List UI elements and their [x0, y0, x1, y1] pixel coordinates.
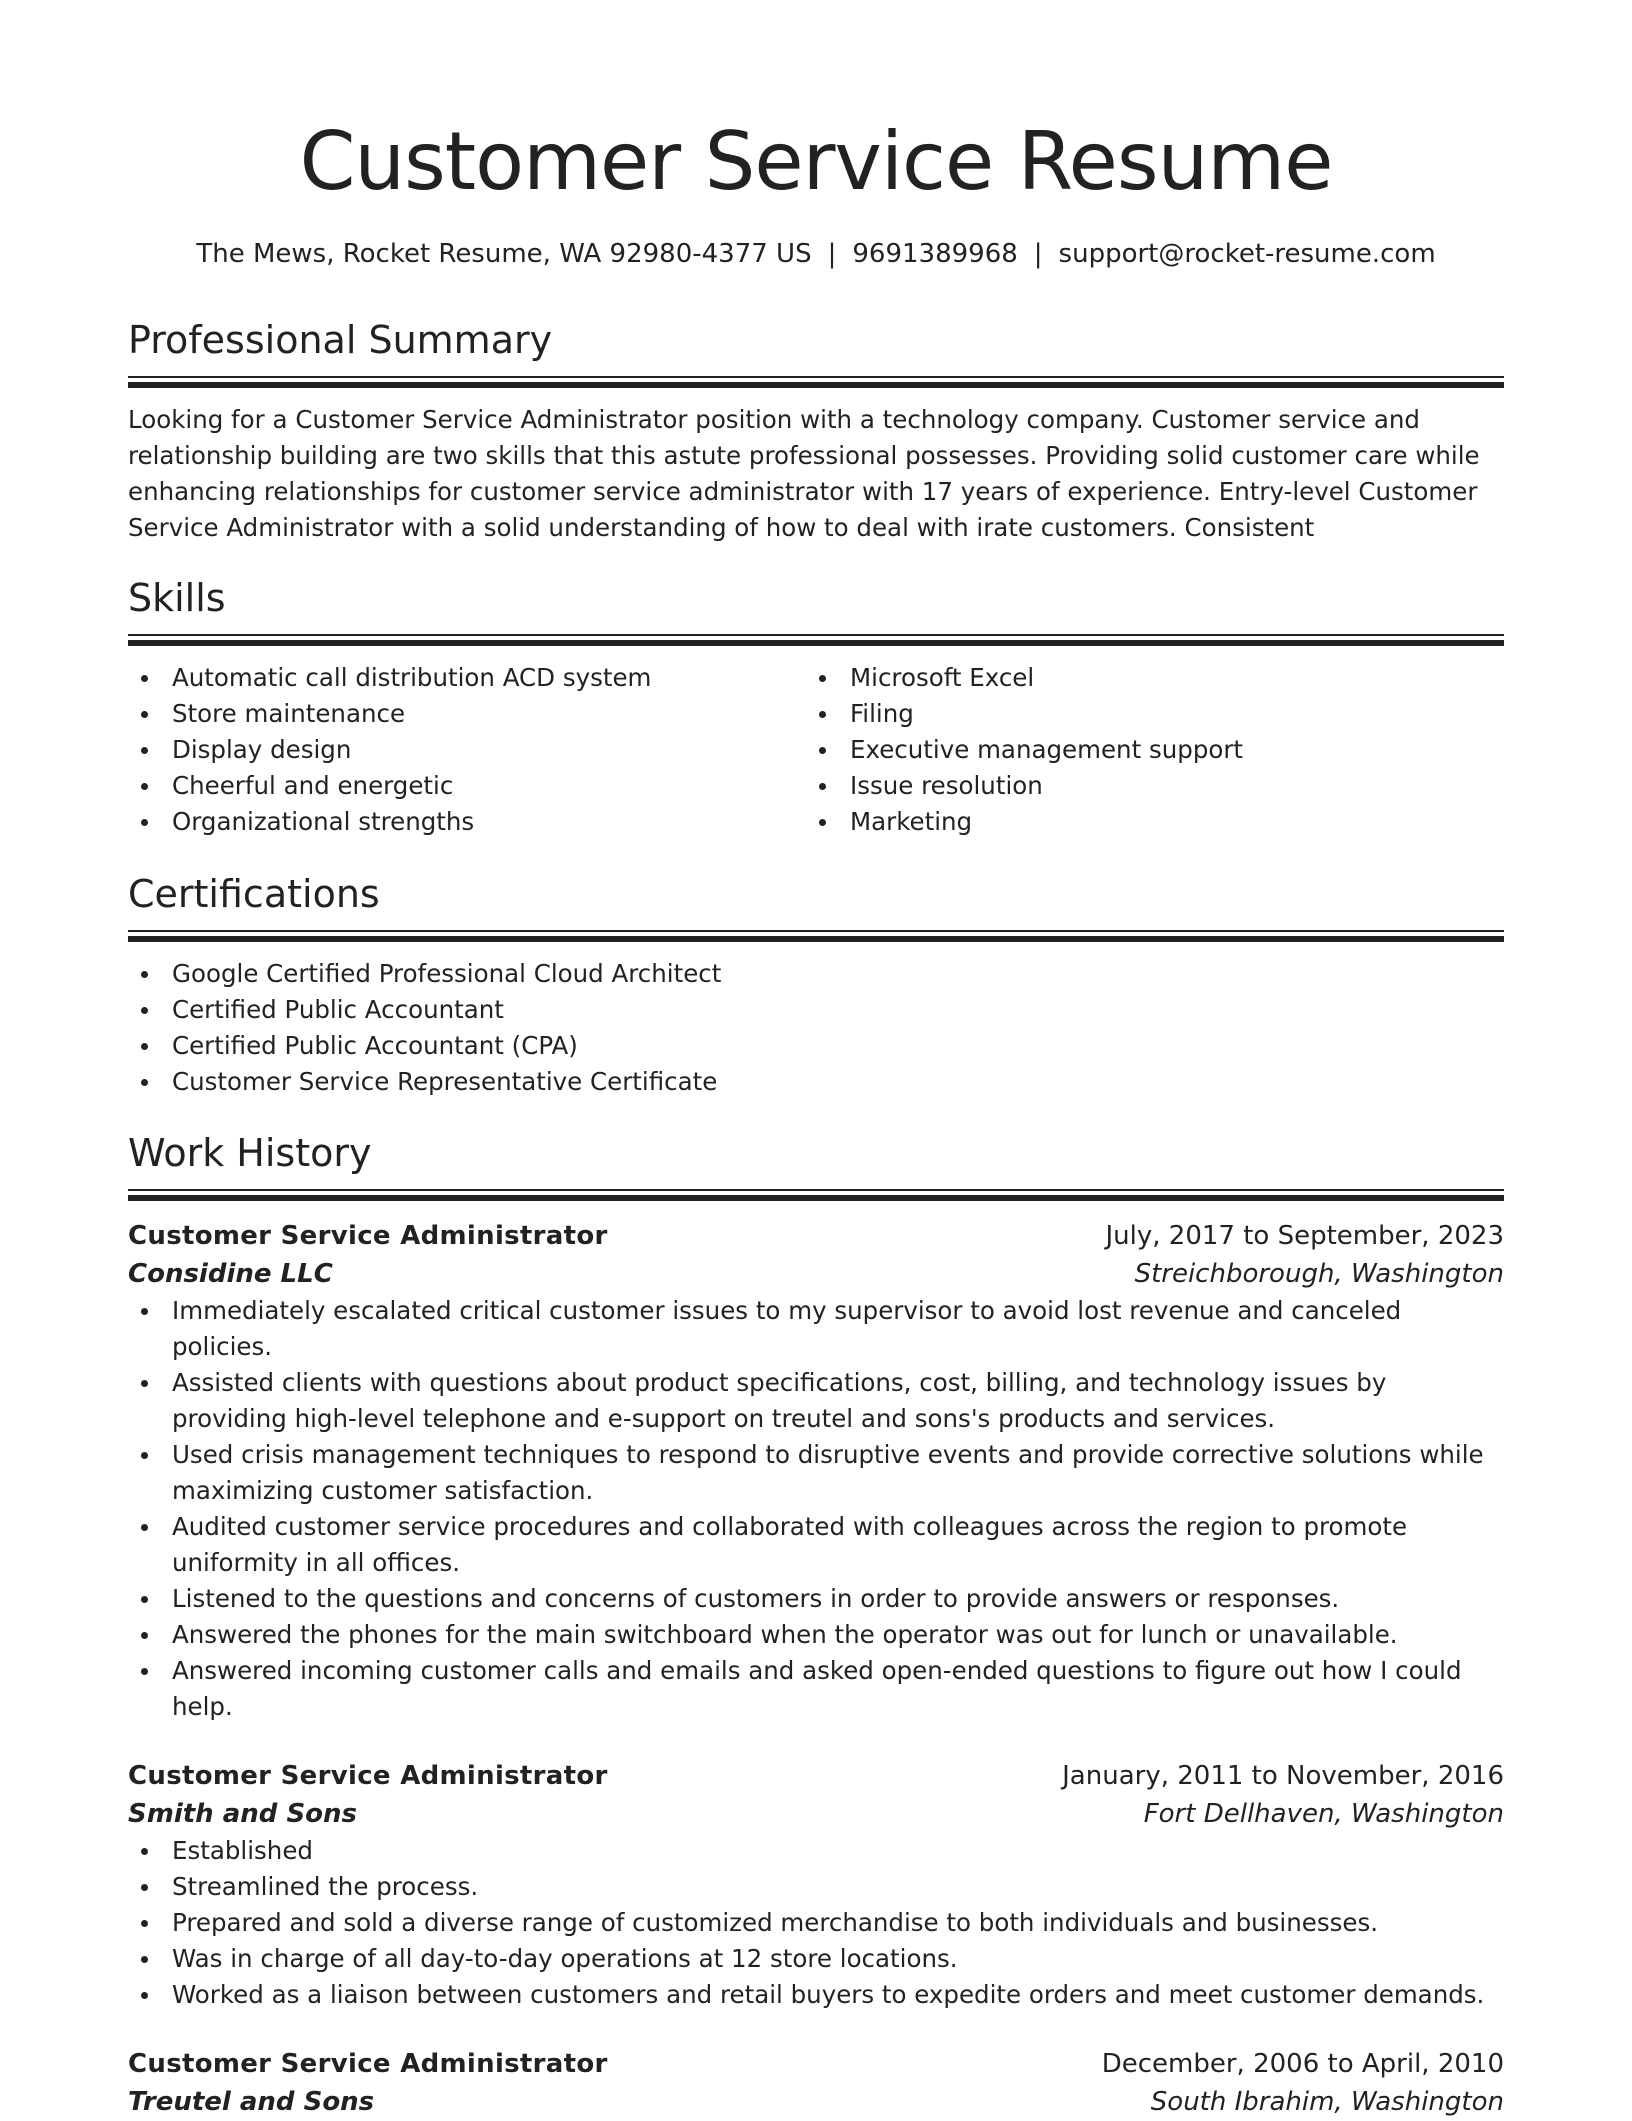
job-company: Considine LLC	[128, 1258, 333, 1289]
job-title: Customer Service Administrator	[128, 1220, 608, 1251]
section-divider	[128, 376, 1504, 388]
skill-item: Filing	[806, 696, 1484, 732]
skills-heading: Skills	[128, 576, 226, 620]
job-duty-item: Audited customer service procedures and collaborated with colleagues across the region to promote uniformity in all offices.	[128, 1509, 1504, 1581]
job-company: Smith and Sons	[128, 1798, 358, 1829]
contact-separator: |	[1033, 239, 1043, 269]
skill-item: Microsoft Excel	[806, 660, 1484, 696]
skill-item: Display design	[128, 732, 806, 768]
certifications-list	[128, 956, 1504, 1100]
job-title: Customer Service Administrator	[128, 2048, 608, 2079]
skills-columns	[128, 660, 1504, 840]
summary-section	[128, 318, 1504, 546]
job-duty-item: Answered the phones for the main switchboard when the operator was out for lunch or unavailable.	[128, 1617, 1504, 1653]
skill-item: Issue resolution	[806, 768, 1484, 804]
certifications-heading: Certifications	[128, 872, 380, 916]
job-subheader	[128, 1795, 1504, 1833]
summary-heading: Professional Summary	[128, 318, 553, 362]
certification-item: Google Certified Professional Cloud Architect	[128, 956, 1504, 992]
contact-separator: |	[827, 239, 837, 269]
job-duty-item: Assisted clients with questions about product specifications, cost, billing, and technology issues by providing high-level telephone and e-support on treutel and sons's products and services.	[128, 1365, 1504, 1437]
job-header	[128, 1757, 1504, 1795]
section-divider	[128, 634, 1504, 646]
contact-address: The Mews, Rocket Resume, WA 92980-4377 US	[196, 239, 812, 269]
skill-item: Organizational strengths	[128, 804, 806, 840]
skill-item: Marketing	[806, 804, 1484, 840]
job-duty-item: Listened to the questions and concerns of customers in order to provide answers or responses.	[128, 1581, 1504, 1617]
work-history-heading: Work History	[128, 1131, 372, 1175]
certification-item: Certified Public Accountant (CPA)	[128, 1028, 1504, 1064]
job-location: South Ibrahim, Washington	[1150, 2086, 1504, 2117]
job-duty-item: Was in charge of all day-to-day operations at 12 store locations.	[128, 1941, 1504, 1977]
certifications-section	[128, 872, 1504, 1100]
job-title: Customer Service Administrator	[128, 1760, 608, 1791]
job-duty-item: Established	[128, 1833, 1504, 1869]
certification-item: Customer Service Representative Certificate	[128, 1064, 1504, 1100]
job-company: Treutel and Sons	[128, 2086, 375, 2117]
contact-email[interactable]: support@rocket-resume.com	[1058, 239, 1436, 269]
job-header	[128, 1217, 1504, 1255]
job-duty-item: Immediately escalated critical customer issues to my supervisor to avoid lost revenue and canceled policies.	[128, 1293, 1504, 1365]
job-duty-item: Used crisis management techniques to respond to disruptive events and provide corrective solutions while maximizing customer satisfaction.	[128, 1437, 1504, 1509]
job-duties-list	[128, 1833, 1504, 2013]
job-location: Streichborough, Washington	[1134, 1258, 1504, 1289]
job-entry	[128, 1217, 1504, 1725]
certification-item: Certified Public Accountant	[128, 992, 1504, 1028]
job-header	[128, 2045, 1504, 2083]
work-history-section	[128, 1131, 1504, 2121]
job-duty-item: Prepared and sold a diverse range of customized merchandise to both individuals and businesses.	[128, 1905, 1504, 1941]
job-location: Fort Dellhaven, Washington	[1143, 1798, 1504, 1829]
job-duty-item: Worked as a liaison between customers and retail buyers to expedite orders and meet customer demands.	[128, 1977, 1504, 2013]
skills-section	[128, 576, 1504, 840]
section-divider	[128, 1189, 1504, 1201]
job-duty-item: Streamlined the process.	[128, 1869, 1504, 1905]
skill-item: Store maintenance	[128, 696, 806, 732]
job-duties-list	[128, 1293, 1504, 1725]
skill-item: Executive management support	[806, 732, 1484, 768]
job-duty-item: Answered incoming customer calls and emails and asked open-ended questions to figure out how I could help.	[128, 1653, 1504, 1725]
job-dates: December, 2006 to April, 2010	[1101, 2048, 1504, 2079]
contact-phone: 9691389968	[852, 239, 1018, 269]
contact-line	[128, 238, 1504, 272]
job-entry	[128, 2045, 1504, 2121]
section-divider	[128, 930, 1504, 942]
resume-title: Customer Service Resume	[299, 115, 1333, 208]
skill-item: Cheerful and energetic	[128, 768, 806, 804]
skills-list-left	[128, 660, 806, 840]
job-subheader	[128, 1255, 1504, 1293]
skill-item: Automatic call distribution ACD system	[128, 660, 806, 696]
job-dates: January, 2011 to November, 2016	[1062, 1760, 1504, 1791]
summary-text: Looking for a Customer Service Administrator position with a technology company. Customer service and relationship building are two skills that this astute professional possesses. Providing solid customer care while enhancing relationships for customer service administrator with 17 years of experience. Entry-level Customer Service Administrator with a solid understanding of how to deal with irate customers. Consistent	[128, 404, 1480, 542]
job-dates: July, 2017 to September, 2023	[1105, 1220, 1504, 1251]
job-entry	[128, 1757, 1504, 2013]
job-subheader	[128, 2083, 1504, 2121]
skills-list-right	[806, 660, 1484, 840]
